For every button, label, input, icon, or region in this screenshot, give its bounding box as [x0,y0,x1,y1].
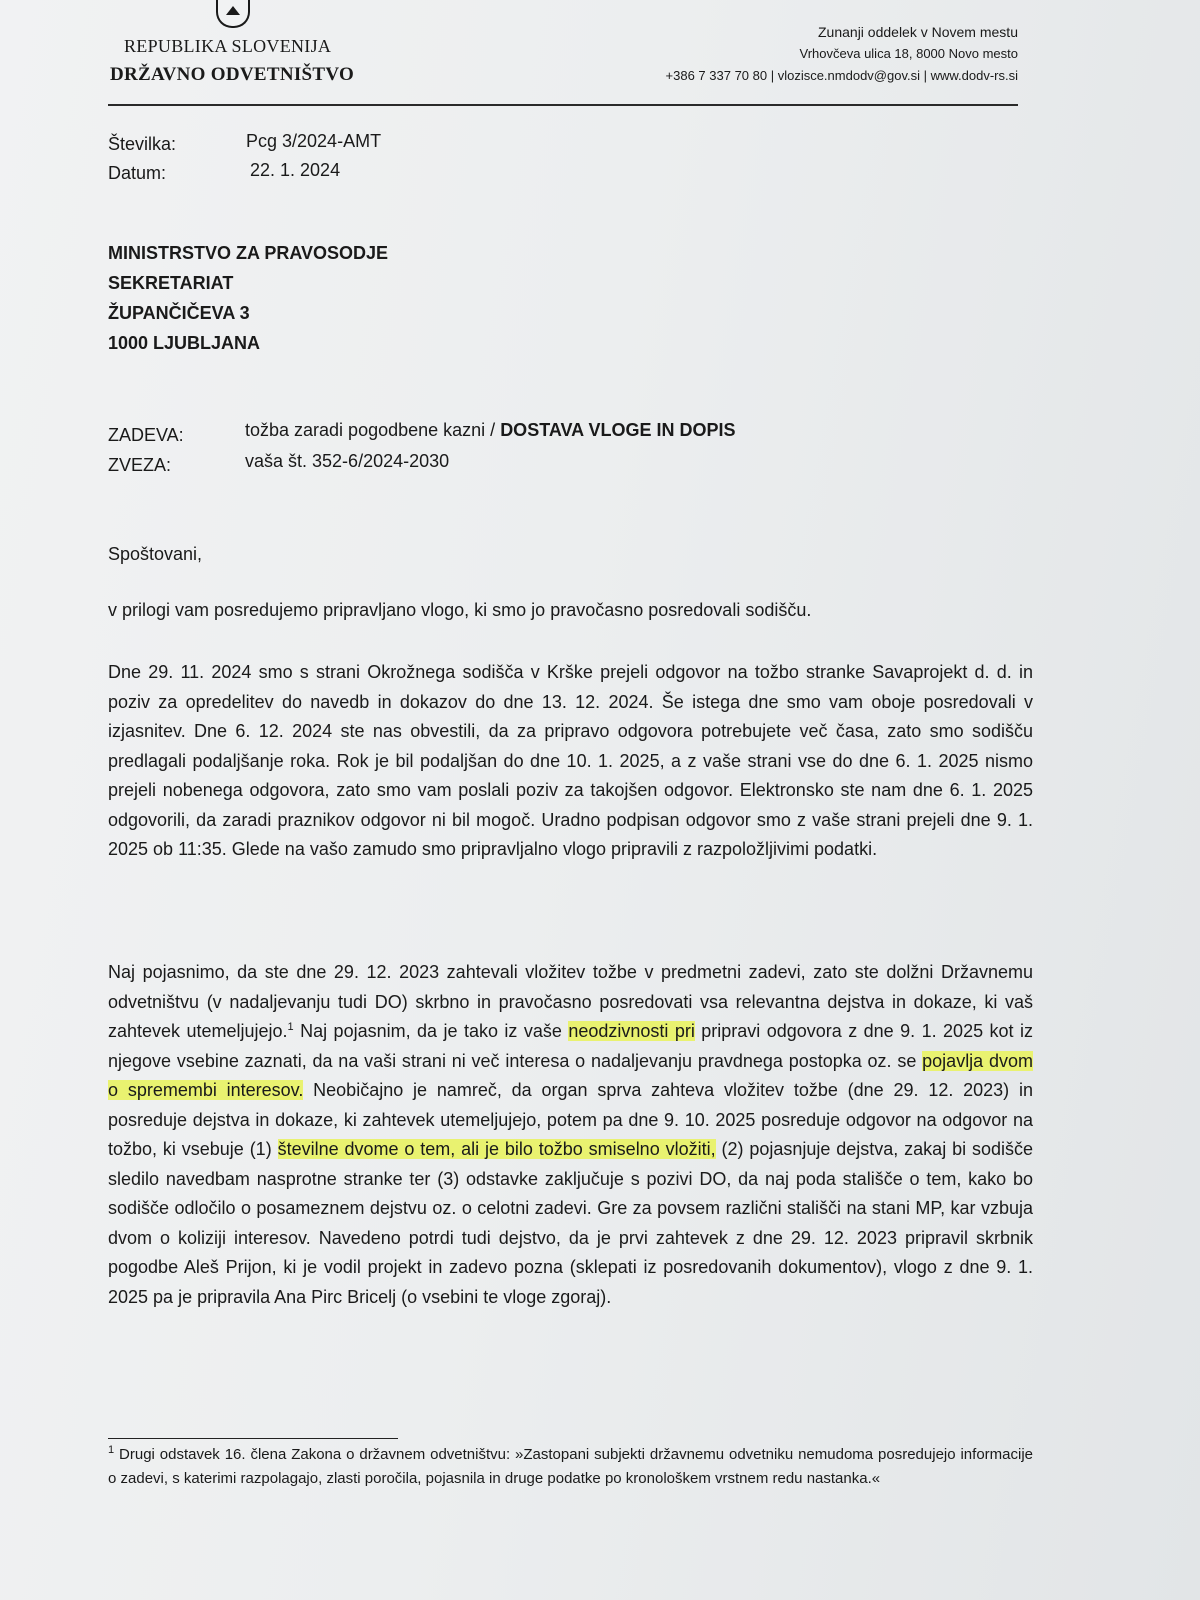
recipient-line: SEKRETARIAT [108,273,234,293]
footnote: $^1$ Drugi odstavek 16. člena Zakona o državnem odvetništvu: »Zastopani subjekti državnemu odvetniku nemudoma posredujejo informacije o zadevi, s katerimi razpolagajo, zlasti poročila, pojasnila in druge podatke po kronološkem vrstnem redu nastanka.« [108,1444,1033,1487]
header-divider [108,104,1018,106]
footnote-mark: 1 [108,1444,115,1456]
date-value: 22. 1. 2024 [250,160,341,180]
paragraph-intro: v prilogi vam posredujemo pripravljano vlogo, ki smo jo pravočasno posredovali sodišču. [108,600,812,620]
greeting: Spoštovani, [108,544,203,564]
highlighted-text: pojavlja dvom o spremembi interesov. [108,1050,1034,1100]
recipient-line: ŽUPANČIČEVA 3 [108,303,250,323]
subject-label: ZADEVA: [108,425,184,445]
footnote-divider [108,1438,398,1439]
recipient-line: MINISTRSTVO ZA PRAVOSODJE [108,243,389,263]
highlighted-text: neodzivnosti pri [568,1021,695,1041]
subject-emphasis: DOSTAVA VLOGE IN DOPIS [500,420,736,440]
reference-label: ZVEZA: [108,455,172,475]
number-label: Številka: [108,134,177,154]
highlighted-text: številne dvome o tem, ali je bilo tožbo smiselno vložiti, [277,1139,716,1159]
department-name: Zunanji oddelek v Novem mestu [818,24,1018,40]
office-name: DRŽAVNO ODVETNIŠTVO [110,64,355,85]
republic-name: REPUBLIKA SLOVENIJA [124,36,332,56]
number-value: Pcg 3/2024-AMT [246,131,382,151]
office-contact: +386 7 337 70 80 | vlozisce.nmdodv@gov.si | www.dodv-rs.si [665,68,1018,83]
recipient-line: 1000 LJUBLJANA [108,333,261,353]
subject-value: tožba zaradi pogodbene kazni / DOSTAVA VLOGE IN DOPIS [245,420,736,440]
office-address: Vrhovčeva ulica 18, 8000 Novo mesto [799,46,1018,61]
footnote-reference: 1 [287,1021,294,1033]
coat-of-arms-icon [216,0,250,28]
paragraph-timeline: Dne 29. 11. 2024 smo s strani Okrožnega sodišča v Krške prejeli odgovor na tožbo stranke Savaprojekt d. d. in poziv za opredelitev do navedb in dokazov do dne 13. 12. 2024. Še istega dne smo vam oboje posredovali v izjasnitev. Dne 6. 12. 2024 ste nas obvestili, da za pripravo odgovora potrebujete več časa, zato smo sodišču predlagali podaljšanje roka. Rok je bil podaljšan do dne 10. 1. 2025, a z vaše strani vse do dne 6. 1. 2025 nismo prejeli nobenega odgovora, zato smo vam poslali poziv za takojšen odgovor. Elektronsko ste nam dne 6. 1. 2025 odgovorili, da zaradi praznikov odgovor ni bil mogoč. Uradno podpisan odgovor smo z vaše strani prejeli dne 9. 1. 2025 ob 11:35. Glede na vašo zamudo smo pripravljalno vlogo pripravili z razpoložljivimi podatki. [108,662,1033,859]
reference-value: vaša št. 352-6/2024-2030 [245,451,450,471]
date-label: Datum: [108,163,167,183]
paragraph-explanation: Naj pojasnimo, da ste dne 29. 12. 2023 zahtevali vložitev tožbe v predmetni zadevi, zato ste dolžni Državnemu odvetništvu (v nadaljevanju tudi DO) skrbno in pravočasno posredovati vsa relevantna dejstva in dokaze, ki vaš zahtevek utemeljujejo.$^1$ Naj pojasnim, da je tako iz vaše neodzivnosti pri pripravi odgovora z dne 9. 1. 2025 kot iz njegove vsebine zaznati, da na vaši strani ni več interesa o nadaljevanju pravdnega postopka oz. se pojavlja dvom o spremembi interesov. Neobičajno je namreč, da organ sprva zahteva vložitev tožbe (dne 29. 12. 2023) in posreduje dejstva in dokaze, ki zahtevek utemeljujejo, potem pa dne 9. 10. 2025 posreduje odgovor na odgovor na tožbo, ki vsebuje (1) številne dvome o tem, ali je bilo tožbo smiselno vložiti, (2) pojasnjuje dejstva, zakaj bi sodišče sledilo navedbam nasprotne stranke ter (3) odstavke zaključuje s pozivi DO, da naj poda stališče o tem, kako bo sodišče odločilo o posameznem dejstvu oz. o celotni zadevi. Gre za povsem različni stališči na stani MP, kar vzbuja dvom o koliziji interesov. Navedeno potrdi tudi dejstvo, da je prvi zahtevek z dne 29. 12. 2023 pripravil skrbnik pogodbe Aleš Prijon, ki je vodil projekt in zadevo pozna (sklepati iz posredovanih dokumentov), vlogo z dne 9. 1. 2025 pa je pripravila Ana Pirc Bricelj (o vsebini te vloge zgoraj). [108,962,1034,1307]
